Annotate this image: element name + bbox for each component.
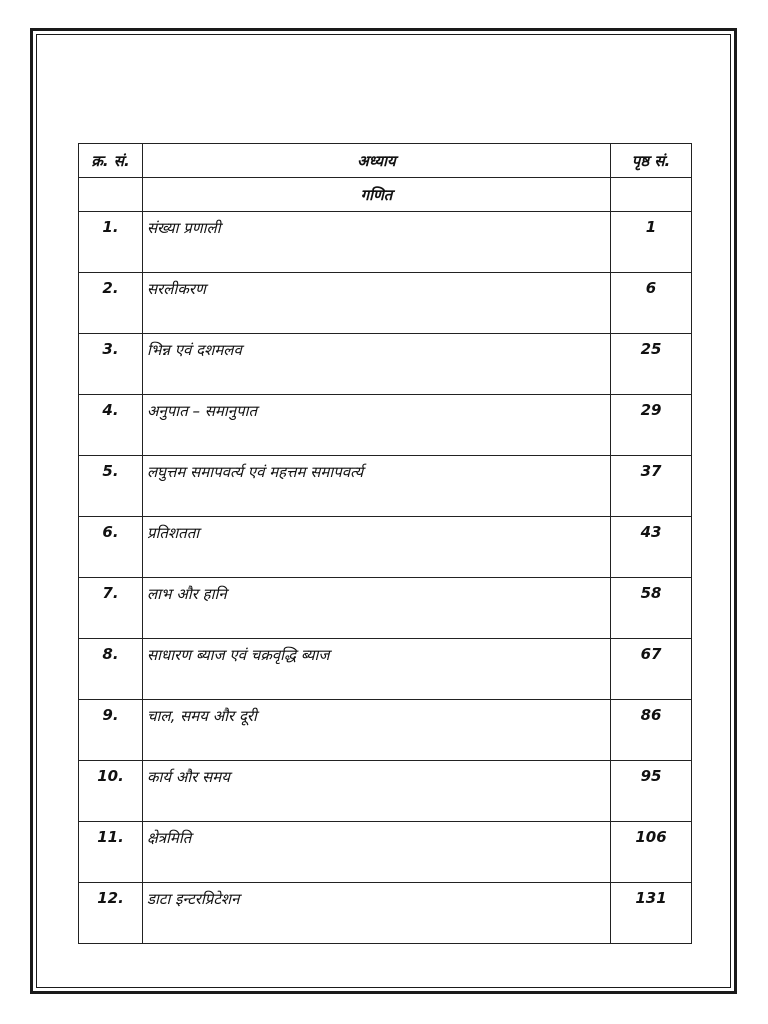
row-title: लघुत्तम समापवर्त्य एवं महत्तम समापवर्त्य: [143, 456, 611, 517]
row-title: भिन्न एवं दशमलव: [143, 334, 611, 395]
row-title: अनुपात – समानुपात: [143, 395, 611, 456]
table-row: [79, 822, 692, 883]
section-title: गणित: [143, 178, 611, 212]
row-serial: 8.: [79, 639, 143, 700]
row-serial: 11.: [79, 822, 143, 883]
row-page: 37: [611, 456, 692, 517]
row-title: क्षेत्रमिति: [143, 822, 611, 883]
header-page: पृष्ठ सं.: [611, 144, 692, 178]
row-page: 25: [611, 334, 692, 395]
row-serial: 7.: [79, 578, 143, 639]
row-serial: 10.: [79, 761, 143, 822]
row-page: 95: [611, 761, 692, 822]
row-serial: 1.: [79, 212, 143, 273]
table-row: [79, 273, 692, 334]
row-serial: 2.: [79, 273, 143, 334]
table-row: [79, 517, 692, 578]
row-title: चाल, समय और दूरी: [143, 700, 611, 761]
row-page: 1: [611, 212, 692, 273]
row-page: 86: [611, 700, 692, 761]
row-serial: 5.: [79, 456, 143, 517]
row-page: 29: [611, 395, 692, 456]
row-title: प्रतिशतता: [143, 517, 611, 578]
table-row: [79, 883, 692, 944]
header-chapter: अध्याय: [143, 144, 611, 178]
row-serial: 12.: [79, 883, 143, 944]
contents-table: [78, 143, 692, 944]
row-page: 106: [611, 822, 692, 883]
table-row: [79, 395, 692, 456]
table-row: [79, 578, 692, 639]
section-empty-cell: [611, 178, 692, 212]
table-row: [79, 761, 692, 822]
row-serial: 6.: [79, 517, 143, 578]
table-row: [79, 639, 692, 700]
row-title: संख्या प्रणाली: [143, 212, 611, 273]
header-serial: क्र. सं.: [79, 144, 143, 178]
row-serial: 3.: [79, 334, 143, 395]
table-header-row: [79, 144, 692, 178]
row-title: लाभ और हानि: [143, 578, 611, 639]
table-row: [79, 212, 692, 273]
row-page: 131: [611, 883, 692, 944]
row-page: 67: [611, 639, 692, 700]
row-serial: 4.: [79, 395, 143, 456]
row-page: 43: [611, 517, 692, 578]
row-title: साधारण ब्याज एवं चक्रवृद्धि ब्याज: [143, 639, 611, 700]
row-page: 6: [611, 273, 692, 334]
section-row: [79, 178, 692, 212]
row-title: सरलीकरण: [143, 273, 611, 334]
table-row: [79, 700, 692, 761]
row-serial: 9.: [79, 700, 143, 761]
row-title: डाटा इन्टरप्रिटेशन: [143, 883, 611, 944]
table-row: [79, 334, 692, 395]
table-row: [79, 456, 692, 517]
section-empty-cell: [79, 178, 143, 212]
row-title: कार्य और समय: [143, 761, 611, 822]
row-page: 58: [611, 578, 692, 639]
